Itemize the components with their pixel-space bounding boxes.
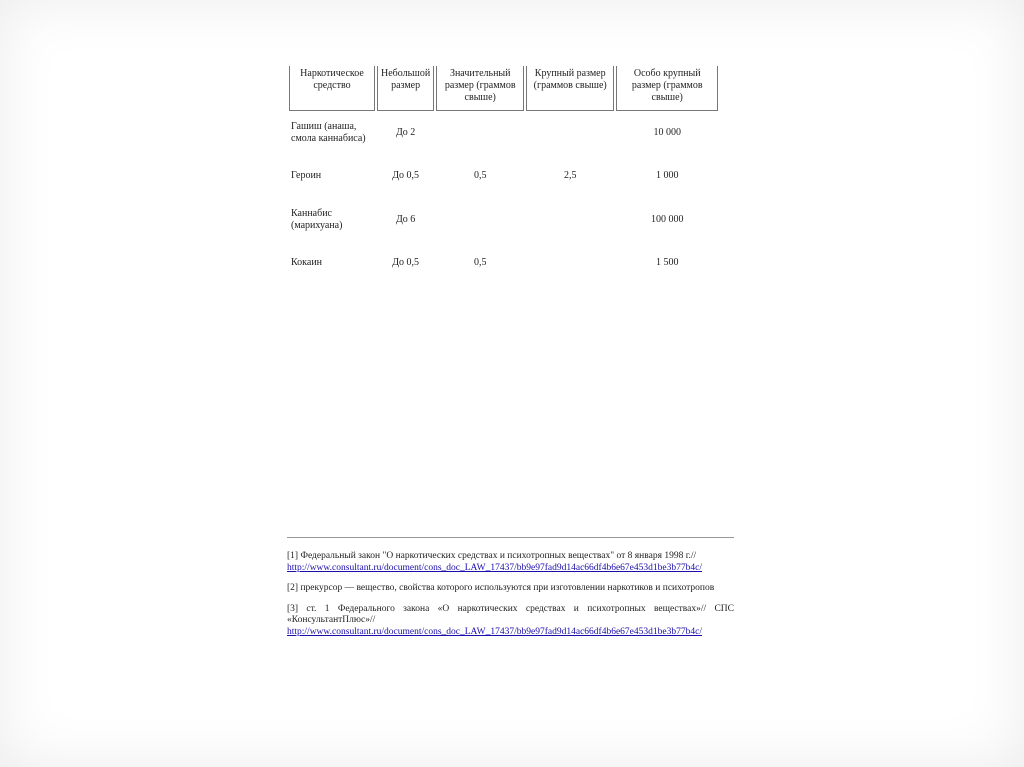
cell-small: До 6 bbox=[395, 213, 416, 225]
cell-significant: 0,5 bbox=[473, 257, 487, 269]
cell-especially-large: 1 500 bbox=[655, 257, 679, 269]
table-row bbox=[289, 111, 718, 155]
cell-small: До 0,5 bbox=[392, 170, 420, 182]
cell-drug: Каннабис (марихуана) bbox=[291, 207, 343, 231]
header-small-size: Небольшой размер bbox=[377, 66, 434, 111]
footnotes bbox=[287, 551, 734, 647]
cell-drug: Гашиш (анаша, смола каннабиса) bbox=[291, 120, 366, 144]
table-row bbox=[289, 242, 718, 286]
cell-drug: Героин bbox=[291, 170, 322, 182]
cell-significant bbox=[436, 111, 524, 155]
cell-significant bbox=[436, 198, 524, 242]
cell-drug: Кокаин bbox=[291, 257, 323, 269]
cell-especially-large: 10 000 bbox=[653, 126, 681, 138]
cell-especially-large: 1 000 bbox=[655, 170, 679, 182]
cell-small: До 0,5 bbox=[392, 257, 420, 269]
footnote-2 bbox=[287, 583, 734, 595]
cell-large: 2,5 bbox=[563, 170, 577, 182]
cell-large bbox=[526, 111, 614, 155]
footnote-2-text: [2] прекурсор — вещество, свойства которого используются при изготовлении наркотиков и психотропов bbox=[287, 583, 715, 593]
cell-especially-large: 100 000 bbox=[650, 213, 684, 225]
table-row bbox=[289, 198, 718, 242]
footnote-3 bbox=[287, 604, 734, 639]
cell-large bbox=[526, 242, 614, 286]
table-row bbox=[289, 155, 718, 199]
footnote-3-link[interactable]: http://www.consultant.ru/document/cons_doc_LAW_17437/bb9e97fad9d14ac66df4b6e67e453d1be3b77b4c/ bbox=[287, 626, 702, 637]
footnote-1-link[interactable]: http://www.consultant.ru/document/cons_doc_LAW_17437/bb9e97fad9d14ac66df4b6e67e453d1be3b77b4c/ bbox=[287, 562, 702, 573]
header-especially-large-size: Особо крупный размер (граммов свыше) bbox=[616, 66, 718, 111]
table-header-row bbox=[289, 66, 718, 111]
footnote-3-text: [3] ст. 1 Федерального закона «О наркотических средствах и психотропных веществах»// СПС «КонсультантПлюс»// bbox=[287, 603, 734, 625]
cell-significant: 0,5 bbox=[473, 170, 487, 182]
footnote-1 bbox=[287, 551, 734, 574]
header-significant-size: Значительный размер (граммов свыше) bbox=[436, 66, 524, 111]
cell-small: До 2 bbox=[395, 126, 416, 138]
footnote-1-text: [1] Федеральный закон "О наркотических средствах и психотропных веществах" от 8 января 1998 г.// bbox=[287, 551, 697, 561]
cell-large bbox=[526, 198, 614, 242]
footnote-divider bbox=[287, 537, 734, 538]
header-large-size: Крупный размер (граммов свыше) bbox=[526, 66, 614, 111]
drug-size-table bbox=[287, 66, 720, 285]
header-drug: Наркотическое средство bbox=[289, 66, 375, 111]
